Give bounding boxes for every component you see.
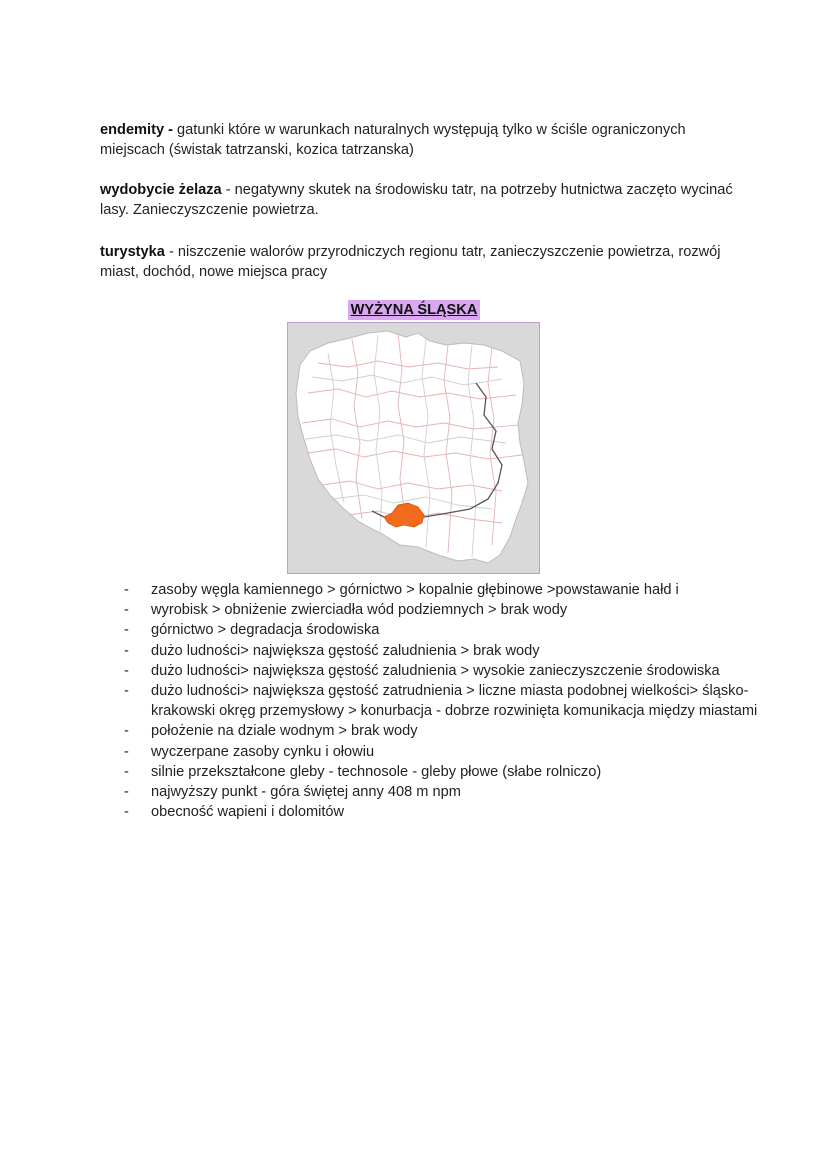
list-item bbox=[124, 721, 764, 741]
bullet-dash: - bbox=[124, 662, 129, 679]
bullet-dash: - bbox=[124, 804, 129, 821]
term-turystyka: turystyka bbox=[100, 244, 165, 260]
paragraph-turystyka bbox=[100, 242, 740, 282]
list-item bbox=[124, 762, 764, 782]
bullet-dash: - bbox=[124, 743, 129, 760]
list-item bbox=[124, 661, 764, 681]
list-item bbox=[124, 620, 764, 640]
term-wydobycie-zelaza: wydobycie żelaza bbox=[100, 182, 222, 198]
bullet-dash: - bbox=[124, 582, 129, 598]
paragraph-wydobycie-zelaza bbox=[100, 180, 740, 220]
list-item-text: silnie przekształcone gleby - technosole - gleby płowe (słabe rolniczo) bbox=[151, 763, 602, 780]
poland-map-svg bbox=[288, 323, 539, 573]
list-item bbox=[124, 580, 764, 600]
poland-map bbox=[287, 322, 540, 574]
bullet-dash: - bbox=[124, 683, 129, 700]
definition-wydobycie-zelaza: - negatywny skutek na środowisku tatr, na potrzeby hutnictwa zaczęto wycinać lasy. Zanieczyszczenie powietrza. bbox=[100, 182, 733, 218]
bullet-dash: - bbox=[124, 642, 129, 659]
list-item-text: najwyższy punkt - góra świętej anny 408 m npm bbox=[151, 784, 461, 801]
heading-container bbox=[0, 300, 828, 320]
list-item-text: wyrobisk > obniżenie zwierciadła wód podziemnych > brak wody bbox=[151, 602, 568, 619]
paragraph-endemity bbox=[100, 120, 740, 160]
bullet-dash: - bbox=[124, 763, 129, 780]
bullet-dash: - bbox=[124, 602, 129, 619]
list-item bbox=[124, 802, 764, 822]
definition-turystyka: - niszczenie walorów przyrodniczych regionu tatr, zanieczyszczenie powietrza, rozwój miast, dochód, nowe miejsca pracy bbox=[100, 244, 721, 280]
list-item-text: zasoby węgla kamiennego > górnictwo > kopalnie głębinowe >powstawanie hałd i bbox=[151, 582, 679, 598]
section-heading: WYŻYNA ŚLĄSKA bbox=[348, 300, 481, 320]
list-item bbox=[124, 782, 764, 802]
term-endemity: endemity - bbox=[100, 122, 173, 138]
list-item bbox=[124, 641, 764, 661]
list-item-text: dużo ludności> największa gęstość zatrudnienia > liczne miasta podobnej wielkości> śląsko-krakowski okręg przemysłowy > konurbacja - dobrze rozwinięta komunikacja między miastami bbox=[151, 683, 758, 720]
list-item-text: dużo ludności> największa gęstość zaludnienia > brak wody bbox=[151, 642, 540, 659]
list-item-text: wyczerpane zasoby cynku i ołowiu bbox=[151, 743, 375, 760]
bullet-dash: - bbox=[124, 622, 129, 639]
list-item bbox=[124, 742, 764, 762]
list-item bbox=[124, 681, 764, 721]
bullet-list bbox=[124, 580, 764, 822]
list-item-text: położenie na dziale wodnym > brak wody bbox=[151, 723, 418, 740]
list-item-text: obecność wapieni i dolomitów bbox=[151, 804, 345, 821]
bullet-dash: - bbox=[124, 723, 129, 740]
list-item-text: dużo ludności> największa gęstość zaludnienia > wysokie zanieczyszczenie środowiska bbox=[151, 662, 720, 679]
bullet-dash: - bbox=[124, 784, 129, 801]
list-item bbox=[124, 600, 764, 620]
list-item-text: górnictwo > degradacja środowiska bbox=[151, 622, 380, 639]
definition-endemity: gatunki które w warunkach naturalnych występują tylko w ściśle ograniczonych miejscach (świstak tatrzanski, kozica tatrzanska) bbox=[100, 122, 686, 158]
